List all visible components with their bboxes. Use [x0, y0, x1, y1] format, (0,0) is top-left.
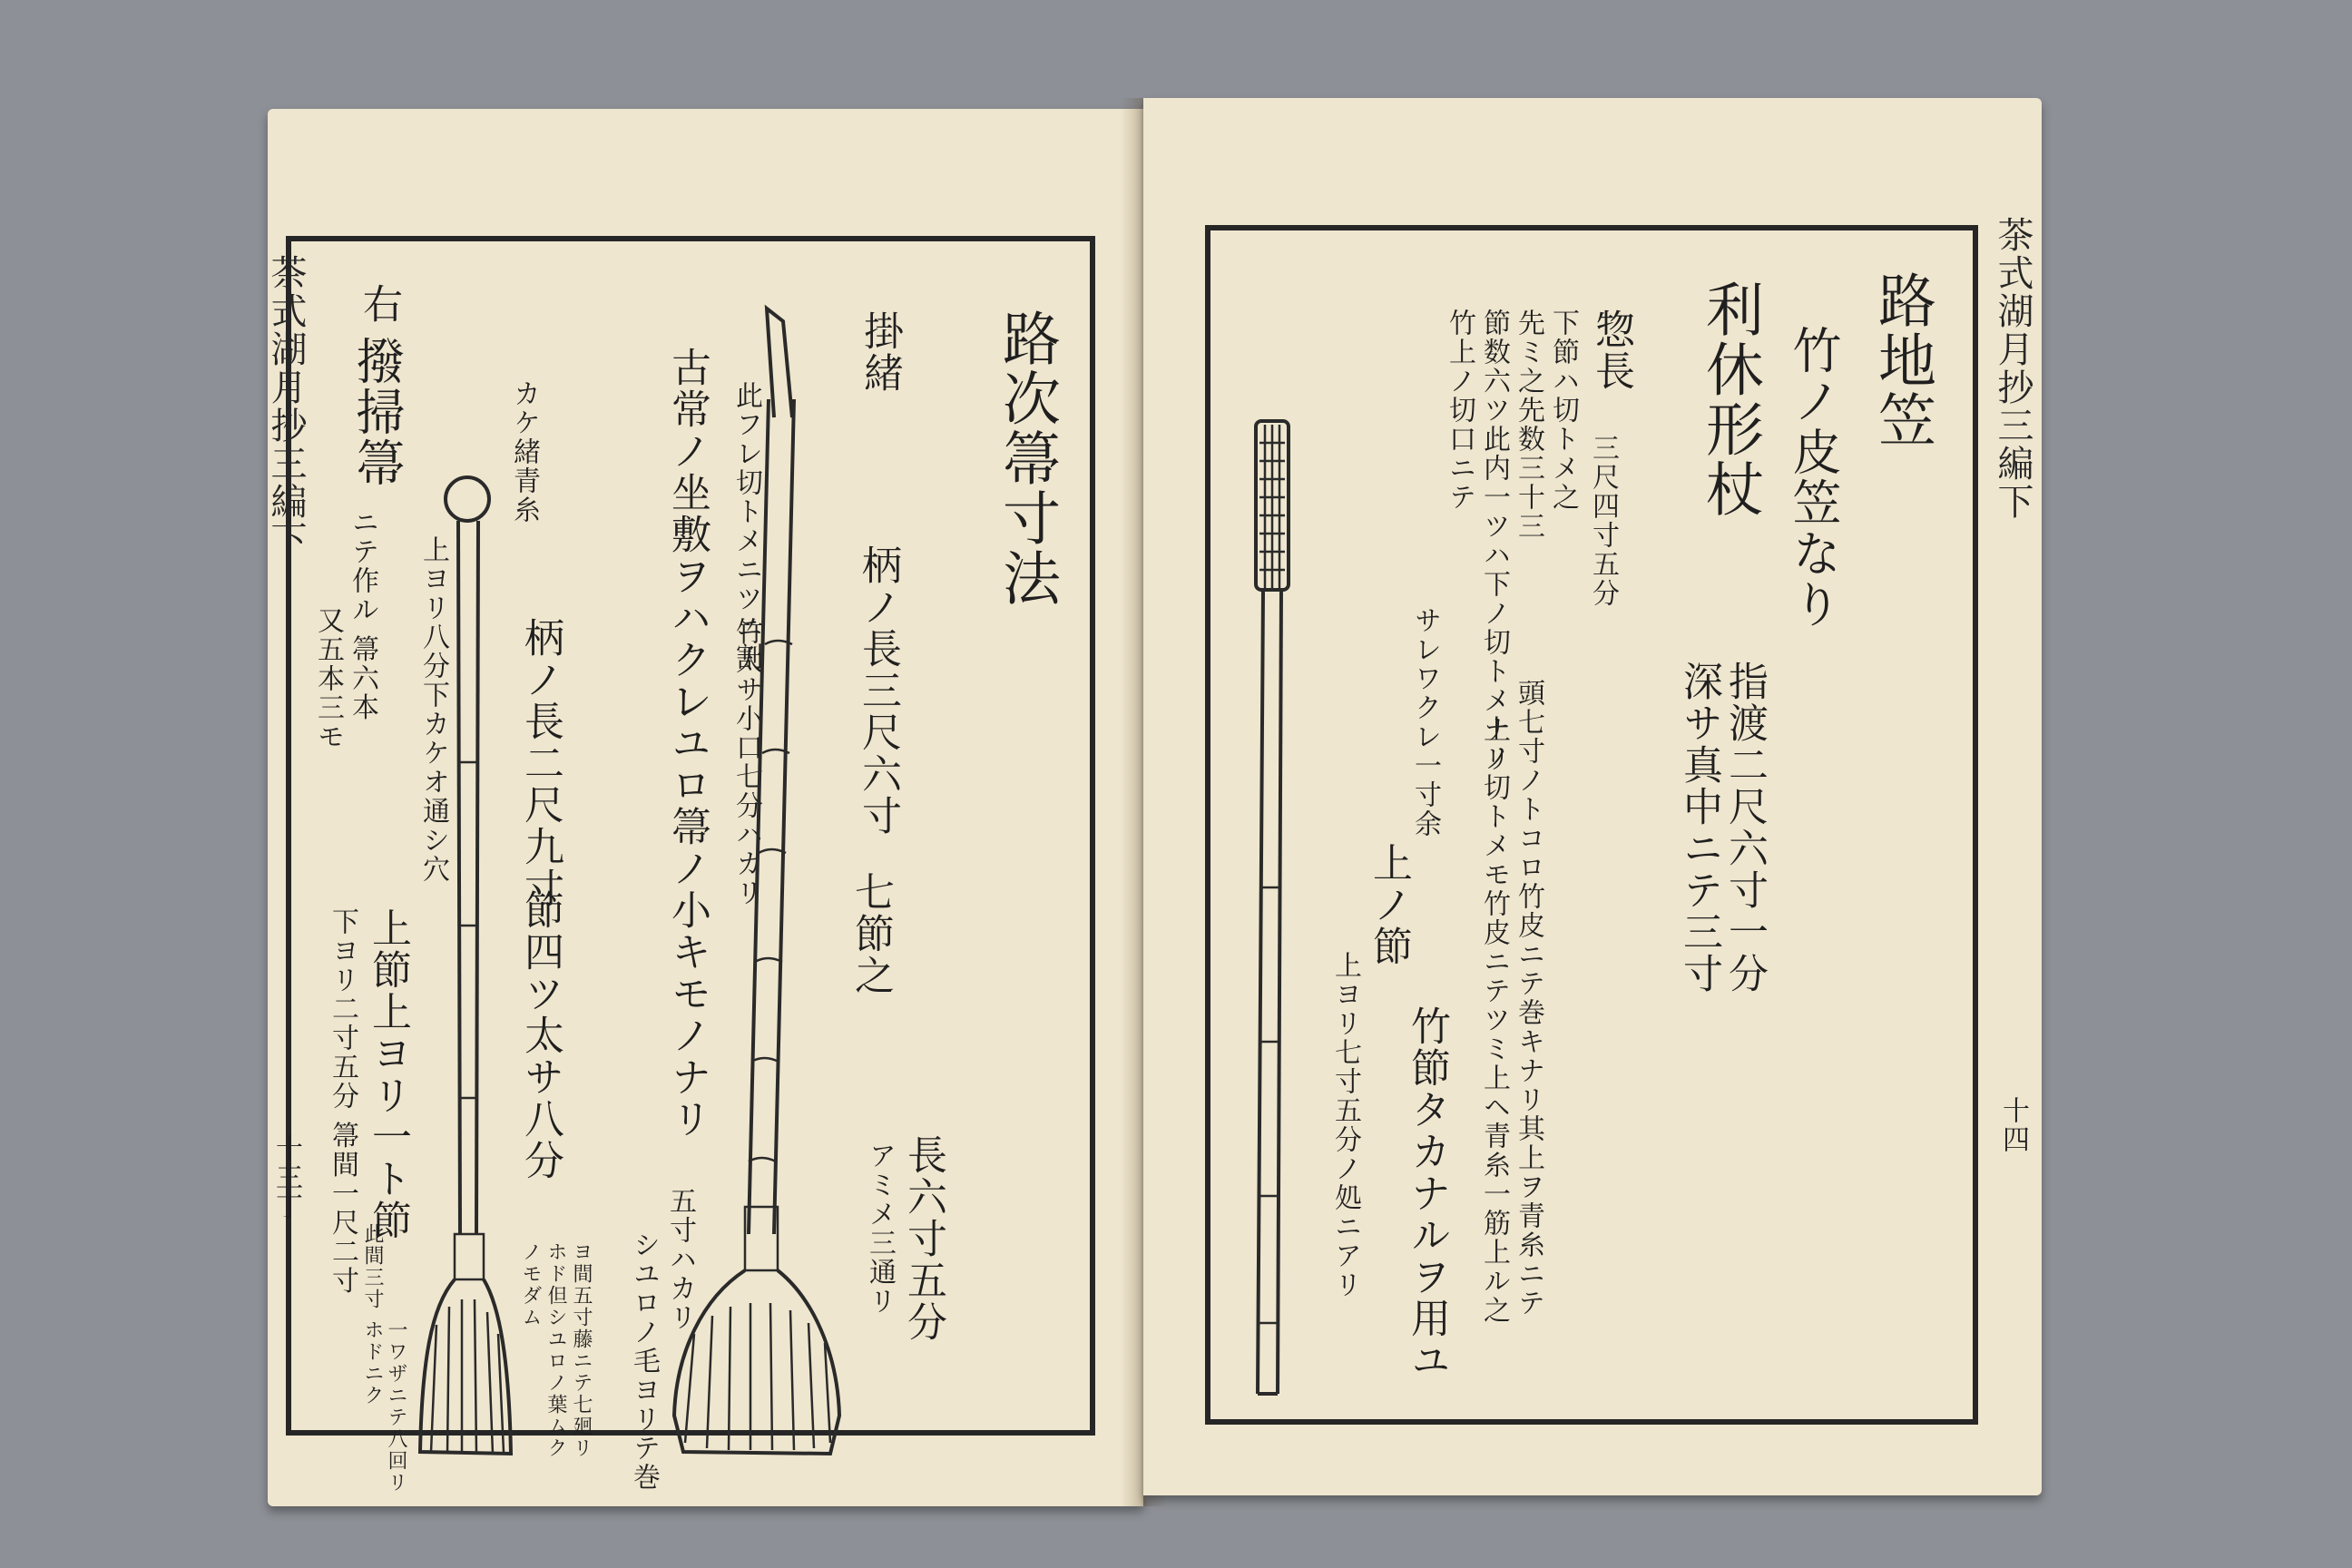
handle-length-2: 柄ノ長二尺九寸: [517, 617, 564, 909]
old-custom-note: 古常ノ坐敷ヲハク㆑ユロ箒ノ小キモノナリ: [664, 347, 710, 1140]
total-length-value: 三尺四寸五分: [1587, 434, 1619, 608]
bamboo-top-note: 竹上ノ切口ニテ: [1444, 309, 1475, 512]
open-book: [265, 98, 2046, 1506]
migi-label: 右: [356, 283, 402, 325]
kakeo-label: 掛緒: [857, 310, 903, 394]
right-margin-folio: 十四: [1997, 1096, 2029, 1154]
width-label: 五寸ハカリ: [664, 1187, 696, 1332]
rattan-note-2: ホド但シユロノ葉ムク: [544, 1241, 567, 1459]
palm-label: シユロノ毛ヨリテ巻: [628, 1230, 660, 1492]
bamboo-note: ニテ作ル 箒六本: [347, 508, 378, 722]
left-margin-title: 茶式湖月抄三編下: [265, 254, 307, 559]
staff-illustration: [1245, 416, 1299, 1441]
left-page-title: 路次箒寸法: [993, 309, 1060, 608]
head-note-2: 上ノ切トメモ竹皮ニテツミ上ヘ青糸一筋上ル之: [1478, 715, 1510, 1325]
sweeper-illustration: [404, 472, 540, 1488]
length-sub: アミメ三通リ: [864, 1142, 896, 1316]
hat-subtitle: 竹ノ皮笠なり: [1785, 325, 1842, 630]
upper-node: 上節上ヨリ一ト節: [365, 907, 411, 1241]
rattan-note: ヨ間五寸藤ニテ七廻リ: [570, 1241, 593, 1459]
upper-node-2: 下ヨリ二寸五分 箒間一尺二寸: [327, 907, 358, 1296]
node-count: 七節之: [848, 871, 894, 996]
head-note: 頭七寸ノトコロ竹皮ニテ巻キナリ其上ヲ青糸ニテ: [1513, 679, 1544, 1318]
counts-note: 先ミ之先数三十三: [1513, 309, 1544, 541]
broom-illustration: [667, 309, 848, 1488]
hat-title: 路地笠: [1868, 270, 1936, 450]
use-note: 竹節タカナルヲ用ユ: [1404, 1005, 1450, 1381]
upper-node-position: 上ヨリ七寸五分ノ処ニアリ: [1329, 951, 1361, 1299]
hat-size-1: 指渡二尺六寸一分: [1721, 661, 1768, 995]
upper-node-label: 上ノ節: [1366, 842, 1412, 967]
sarawa-note: サレワクレ一寸余: [1409, 606, 1441, 838]
lower-node-note: 下節ハ切トメ之: [1547, 309, 1579, 512]
left-margin-folio: 十三丁: [270, 1134, 302, 1221]
right-margin-title: 茶式湖月抄三編下: [1992, 216, 2034, 521]
thickness-note: 竹太サ小口七分ハカリ: [730, 617, 762, 907]
nodes-2: 節四ツ太サ八分: [517, 889, 564, 1181]
bamboo-note-2: 又五本三モ: [312, 606, 344, 751]
binding-note-2: ホドニク: [361, 1319, 384, 1406]
total-length-label: 惣長: [1588, 309, 1634, 392]
sweeper-title: 撥掃箒: [348, 336, 406, 488]
node-count-note: 節数六ツ此内一ツハ下ノ切トメナリ: [1478, 309, 1510, 773]
cut-note: 此フレ切トメニツニ割: [730, 381, 762, 671]
hat-size-2: 深サ真中ニテ三寸: [1676, 661, 1722, 995]
handle-length: 柄ノ長三尺六寸: [855, 544, 901, 837]
right-page: [1143, 98, 2042, 1495]
hook-note: 此間三寸: [361, 1223, 384, 1310]
left-page: [265, 109, 1143, 1506]
length-label: 長六寸五分: [900, 1134, 946, 1343]
staff-title: 利休形杖: [1696, 279, 1763, 519]
kakeo-color: カケ緒青糸: [508, 379, 540, 524]
upper-hole-note: 上ヨリ八分下カケオ通シ穴: [417, 535, 449, 884]
rattan-note-3: ノモダム: [519, 1241, 542, 1328]
binding-note: 一ワザニテ八回リ: [385, 1319, 407, 1494]
